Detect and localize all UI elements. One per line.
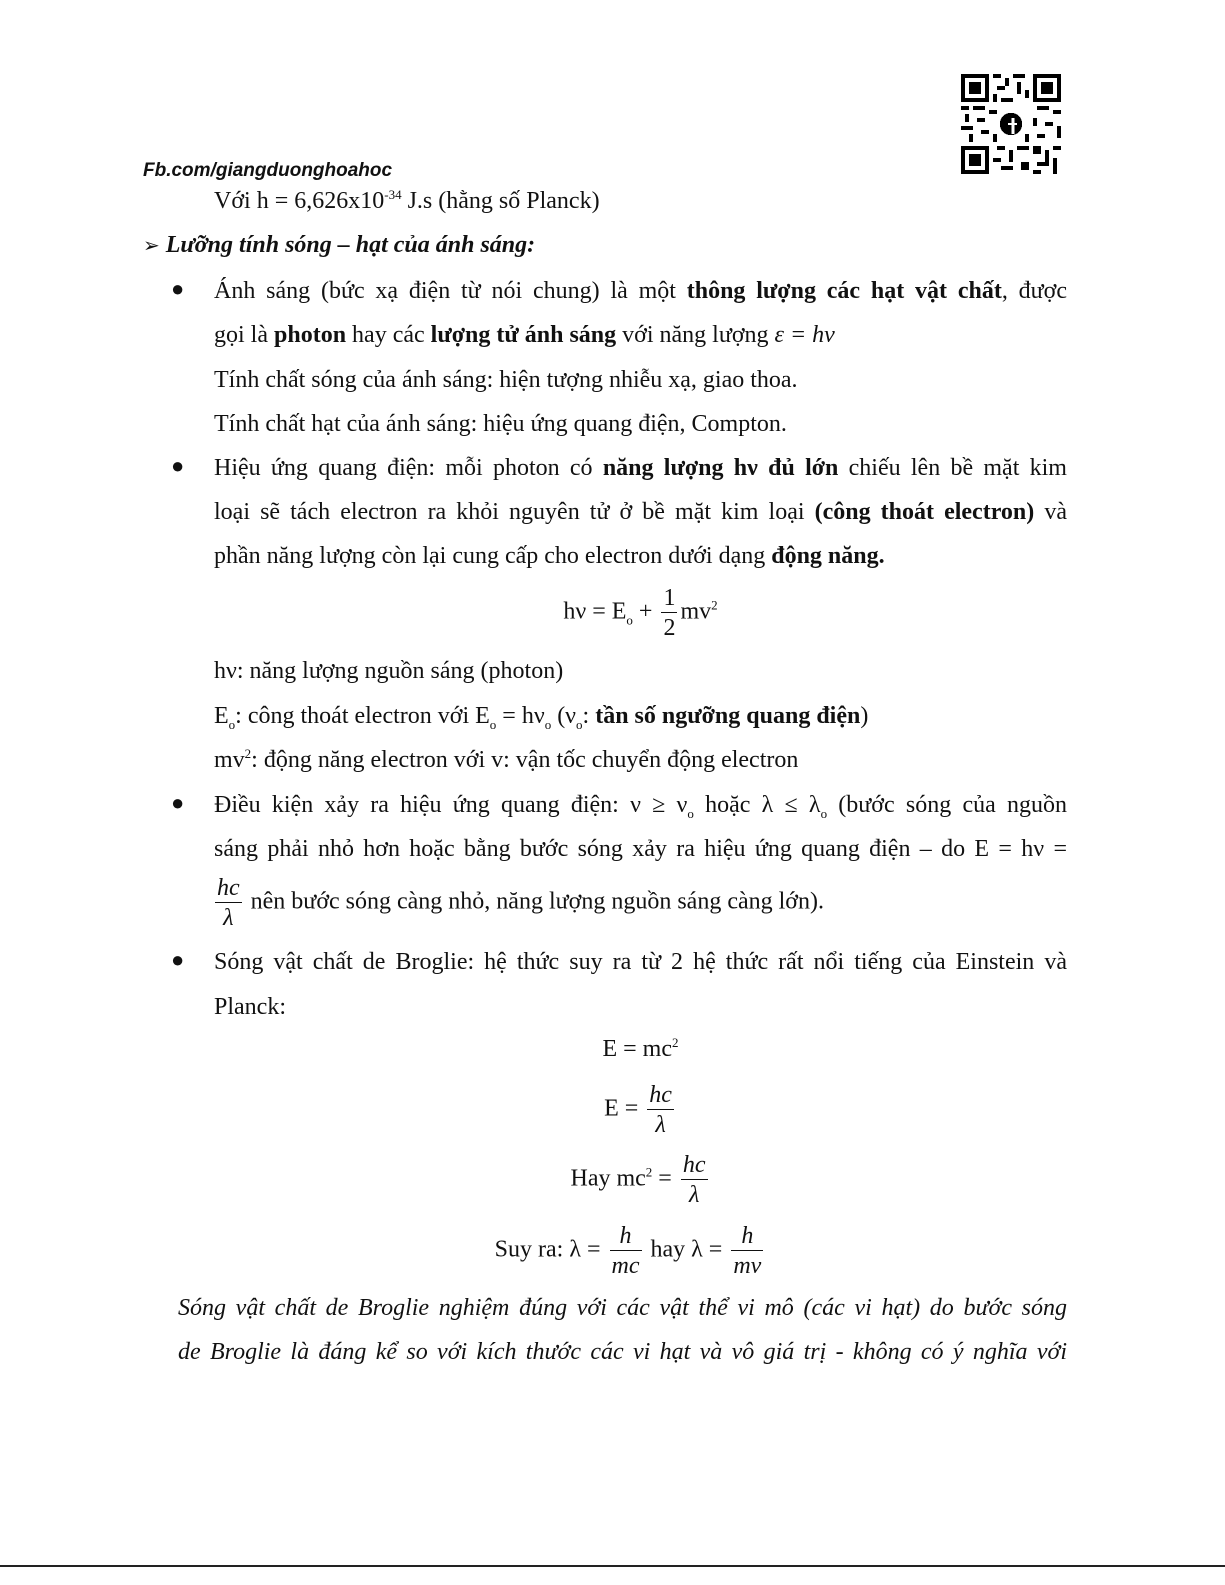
fraction: $\frac{hc}{\lambda}$: [649, 1082, 672, 1138]
b1-line1: Ánh sáng (bức xạ điện từ nói chung) là một thông lượng các hạt vật chất, được: [214, 278, 1067, 304]
photoelectric-equation: $h\nu = E_o$ + $\frac{1}{2}$ $mv^2$: [563, 585, 718, 641]
page-bottom-divider: [0, 1565, 1225, 1567]
facebook-link[interactable]: Fb.com/giangduonghoahoc: [143, 160, 393, 181]
b2-def1: hν: năng lượng nguồn sáng (photon): [214, 658, 564, 684]
b2-line3: phần năng lượng còn lại cung cấp cho electron dưới dạng động năng.: [214, 543, 885, 569]
section-heading: ➢ Lưỡng tính sóng – hạt của ánh sáng:: [143, 232, 536, 258]
b2-def3: $mv^2$: động năng electron với v: vận tốc chuyển động electron: [214, 746, 799, 773]
b4-line2: Planck:: [214, 994, 286, 1020]
bullet-dot-icon: ●: [171, 947, 185, 972]
bullet-dot-icon: ●: [171, 276, 185, 301]
arrow-bullet-icon: ➢: [143, 233, 160, 257]
b2-line2: loại sẽ tách electron ra khỏi nguyên tử ở bề mặt kim loại (công thoát electron) và: [214, 499, 1067, 525]
note-line2: de Broglie là đáng kể so với kích thước các vi hạt và vô giá trị - không có ý nghĩa với: [178, 1339, 1067, 1365]
b3-line2: sáng phải nhỏ hơn hoặc bằng bước sóng xảy ra hiệu ứng quang điện – do E = hν =: [214, 836, 1067, 862]
note-line1: Sóng vật chất de Broglie nghiệm đúng với các vật thể vi mô (các vi hạt) do bước sóng: [178, 1295, 1067, 1321]
equation-mc2-hc-lambda: Hay $mc^2$ = $\frac{hc}{\lambda}$: [570, 1152, 706, 1208]
equation-e-mc2: $E = mc^2$: [602, 1035, 679, 1062]
b4-line1: Sóng vật chất de Broglie: hệ thức suy ra từ 2 hệ thức rất nổi tiếng của Einstein và: [214, 949, 1067, 975]
equation-de-broglie: Suy ra: λ = $\frac{h}{mc}$ hay λ = $\frac{h}{mv}$: [494, 1223, 762, 1279]
b1-line2: gọi là photon hay các lượng tử ánh sáng với năng lượng ε = hν: [214, 322, 835, 348]
b2-def2: $E_o$: công thoát electron với $E_o = h\nu_o$ ($\nu_o$: tần số ngưỡng quang điện): [214, 703, 869, 732]
qr-code-icon: [961, 74, 1061, 174]
fraction: $\frac{h}{mv}$: [733, 1223, 762, 1279]
b3-line3: $\frac{hc}{\lambda}$ nên bước sóng càng nhỏ, năng lượng nguồn sáng càng lớn).: [217, 875, 824, 931]
fraction: $\frac{hc}{\lambda}$: [217, 875, 240, 931]
b1-line3: Tính chất sóng của ánh sáng: hiện tượng nhiễu xạ, giao thoa.: [214, 367, 798, 393]
equation-e-hc-lambda: E = $\frac{hc}{\lambda}$: [604, 1082, 672, 1138]
fraction: $\frac{1}{2}$: [663, 585, 676, 641]
fraction: $\frac{h}{mc}$: [611, 1223, 640, 1279]
b2-line1: Hiệu ứng quang điện: mỗi photon có năng lượng hν đủ lớn chiếu lên bề mặt kim: [214, 455, 1067, 481]
planck-constant-text: Với $h = 6,626x10^{-34}$ J.s (hằng số Planck): [214, 187, 600, 214]
fraction: $\frac{hc}{\lambda}$: [682, 1152, 706, 1208]
b1-line4: Tính chất hạt của ánh sáng: hiệu ứng quang điện, Compton.: [214, 411, 787, 437]
b3-line1: Điều kiện xảy ra hiệu ứng quang điện: $\nu \ge \nu_o$ hoặc $\lambda \le \lambda_o$ (bước sóng của nguồn: [214, 792, 1067, 821]
bullet-dot-icon: ●: [171, 453, 185, 478]
bullet-dot-icon: ●: [171, 790, 185, 815]
